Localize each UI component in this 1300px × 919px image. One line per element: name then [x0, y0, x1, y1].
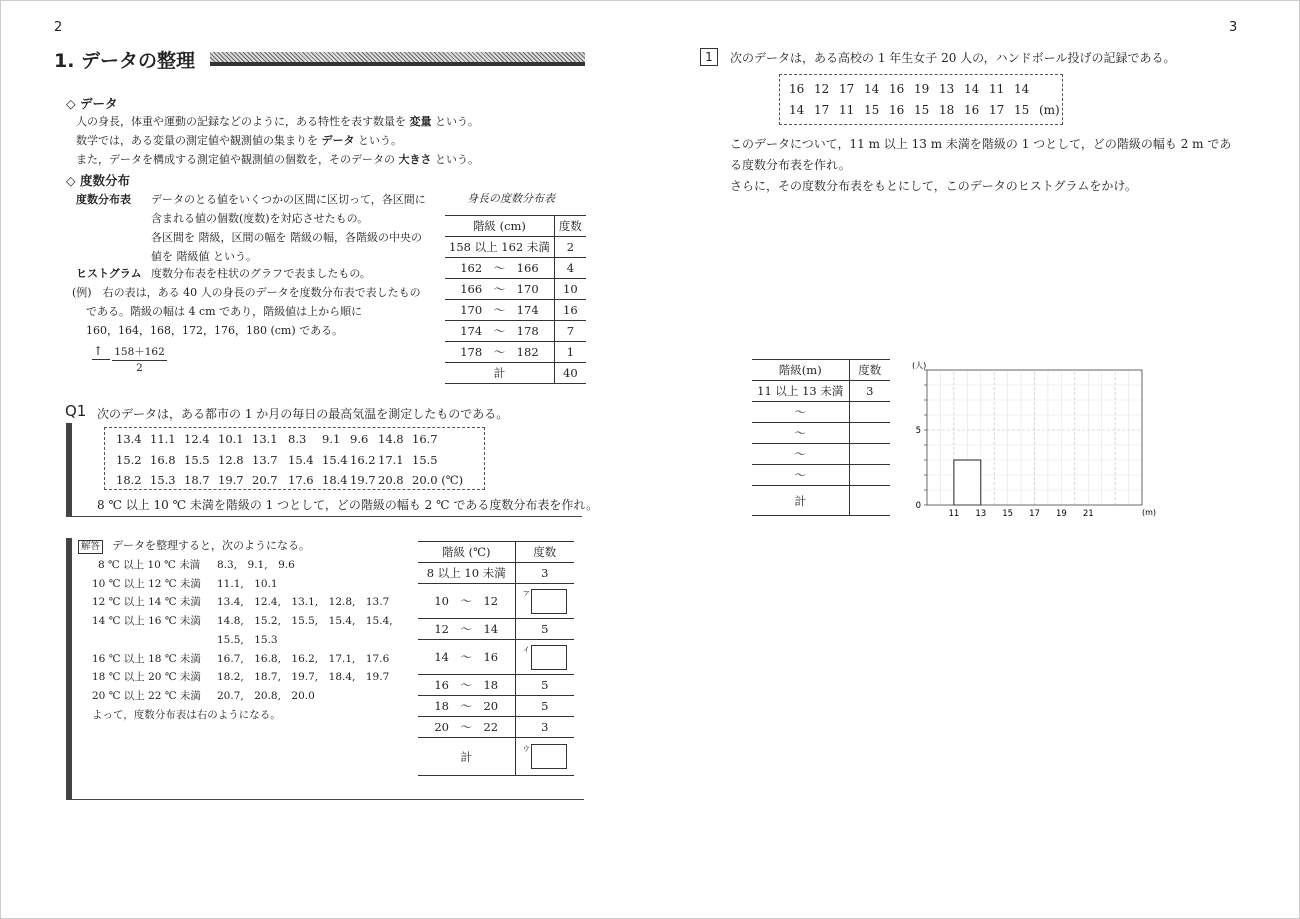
table-row: 8 以上 10 未満 3: [418, 563, 574, 584]
q1-data-row: 13.4 11.1 12.4 10.1 13.1 8.3 9.1 9.6 14.8 16.7: [116, 432, 438, 446]
problem-instructions: このデータについて，11 m 以上 13 m 未満を階級の 1 つとして，どの階級の幅も 2 m であ る度数分布表を作れ。 さらに，その度数分布表をもとにして，このデータのヒストグラムをかけ。: [730, 137, 1232, 193]
term-histogram: ヒストグラム: [76, 267, 142, 280]
problem-data-row: 14 17 11 15 16 15 18 16 17 15 (m): [789, 103, 1060, 117]
x-tick-label: 13: [975, 509, 987, 519]
q1-data-row: 18.2 15.3 18.7 19.7 20.7 17.6 18.4 19.7 20.8 20.0 (℃): [116, 473, 464, 487]
height-frequency-table: 階級 (cm) 度数 158 以上 162 未満 2 162 ～ 166 4 166 ～ 170 10 170 ～ 174 16 174 ～ 178 7 178 ～ 182 1 計 40: [445, 215, 586, 384]
x-tick-label: 11: [948, 509, 960, 519]
freq-heading: ◇ 度数分布: [66, 173, 130, 188]
table-row: 166 ～ 170 10: [445, 279, 586, 300]
answer-row: 20 ℃ 以上 22 ℃ 未満 20.7, 20.8, 20.0: [92, 689, 315, 702]
problem-frequency-table: 階級(m) 度数 11 以上 13 未満 3 ～ ～ ～ ～ 計: [752, 359, 890, 516]
q1-side-bar: [66, 423, 72, 517]
term-freq-table: 度数分布表: [76, 193, 131, 206]
table-row: ～: [752, 423, 890, 444]
table-row: 18 ～ 20 5: [418, 696, 574, 717]
answer-box-u[interactable]: [531, 744, 567, 769]
q1-instruction: 8 ℃ 以上 10 ℃ 未満を階級の 1 つとして，どの階級の幅も 2 ℃ である度数分布表を作れ。: [97, 498, 599, 512]
data-def-line: 人の身長，体重や運動の記録などのように，ある特性を表す数量を 変量 という。: [76, 115, 479, 128]
table-row: ～: [752, 444, 890, 465]
q1-bottom-rule: [66, 516, 582, 517]
table-row: 16 ～ 18 5: [418, 675, 574, 696]
data-def-line: 数学では，ある変量の測定値や観測値の集まりを データ という。: [76, 134, 402, 147]
problem-data: [789, 79, 1060, 121]
histogram-bars: [954, 460, 981, 505]
title-rule: [210, 62, 585, 66]
table-row: 14 ～ 16 $^イ$: [418, 640, 574, 675]
table-row: ～: [752, 465, 890, 486]
table-row: 計 40: [445, 363, 586, 384]
answer-intro: データを整理すると，次のようになる。: [112, 539, 310, 552]
table-row: 174 ～ 178 7: [445, 321, 586, 342]
answer-side-bar: [66, 538, 72, 800]
table-row: 10 ～ 12 $^ア$: [418, 584, 574, 619]
answer-row: 8 ℃ 以上 10 ℃ 未満 8.3, 9.1, 9.6: [98, 559, 295, 571]
midpoint-fraction: 158＋162 2: [112, 345, 167, 375]
problem-text: 次のデータは，ある高校の 1 年生女子 20 人の，ハンドボール投げの記録である。: [730, 51, 1176, 65]
answer-row: 15.5, 15.3: [217, 633, 278, 646]
answer-bottom-rule: [66, 799, 584, 800]
example-text: (例) 右の表は，ある 40 人の身長のデータを度数分布表で表したもの である。階級の幅は 4 cm であり，階級値は上から順に 160，164，168，172，176，180 (cm) である。: [72, 286, 421, 337]
table-row: 162 ～ 166 4: [445, 258, 586, 279]
q1-text: 次のデータは，ある都市の 1 か月の毎日の最高気温を測定したものである。: [97, 407, 509, 421]
x-tick-label: 17: [1029, 509, 1040, 519]
data-definitions: [76, 112, 479, 169]
table-row: 計 $^ウ$: [418, 738, 574, 776]
data-heading: ◇ データ: [66, 96, 118, 111]
problem-number: 1: [700, 48, 718, 66]
x-tick-label: 21: [1082, 509, 1094, 519]
answer-row: 18 ℃ 以上 20 ℃ 未満 18.2, 18.7, 19.7, 18.4, 19.7: [92, 671, 390, 684]
y-tick-label: 0: [915, 501, 921, 511]
page-number-right: 3: [1229, 20, 1238, 35]
histogram-y-label: (人): [912, 361, 927, 370]
answer-frequency-table: 階級 (℃) 度数 8 以上 10 未満 3 10 ～ 12 $^ア$ 12 ～ 14 5 14 ～ 16 $^イ$ 16 ～ 18 5 18 ～ 20 5 20 ～ 22 3 計 $^ウ$: [418, 541, 574, 776]
table-row: ～: [752, 402, 890, 423]
x-tick-label: 19: [1055, 509, 1067, 519]
x-tick-label: 15: [1002, 509, 1014, 519]
table-row: 20 ～ 22 3: [418, 717, 574, 738]
table-row: 12 ～ 14 5: [418, 619, 574, 640]
term-histogram-definition: 度数分布表を柱状のグラフで表ましたもの。: [151, 267, 371, 280]
answer-conclusion: よって，度数分布表は右のようになる。: [92, 708, 281, 721]
title-pattern-bar: [210, 52, 585, 62]
answer-row: 12 ℃ 以上 14 ℃ 未満 13.4, 12.4, 13.1, 12.8, 13.7: [92, 596, 390, 609]
section-title: 1. データの整理: [54, 50, 196, 72]
answer-row: 10 ℃ 以上 12 ℃ 未満 11.1, 10.1: [92, 577, 278, 590]
q1-data: [116, 429, 463, 491]
answer-box-i[interactable]: [531, 645, 567, 670]
table-row: 170 ～ 174 16: [445, 300, 586, 321]
q1-label: Q1: [65, 402, 87, 420]
y-tick-label: 5: [915, 426, 921, 436]
term-freq-table-definition: データのとる値をいくつかの区間に区切って，各区間に 含まれる値の個数(度数)を対応させたもの。 各区間を 階級，区間の幅を 階級の幅，各階級の中央の 値を 階級値 という。: [151, 193, 426, 263]
arrow-tail: [92, 359, 110, 360]
table-row: 11 以上 13 未満 3: [752, 381, 890, 402]
height-table-caption: 身長の度数分布表: [467, 192, 555, 205]
answer-row: 14 ℃ 以上 16 ℃ 未満 14.8, 15.2, 15.5, 15.4, 15.4,: [92, 615, 393, 628]
q1-data-row: 15.2 16.8 15.5 12.8 13.7 15.4 15.4 16.2 17.1 15.5: [116, 452, 438, 467]
answer-row: 16 ℃ 以上 18 ℃ 未満 16.7, 16.8, 16.2, 17.1, 17.6: [92, 652, 390, 665]
data-def-line: また，データを構成する測定値や観測値の個数を，そのデータの 大きさ という。: [76, 153, 479, 166]
table-row: 計: [752, 486, 890, 516]
arrow-up-icon: ↑: [93, 344, 104, 358]
answer-box-a[interactable]: [531, 589, 567, 614]
page-number-left: 2: [54, 20, 63, 35]
table-row: 178 ～ 182 1: [445, 342, 586, 363]
histogram-bar: [954, 460, 981, 505]
problem-data-row: 16 12 17 14 16 19 13 14 11 14: [789, 82, 1030, 96]
answer-label: 解答: [78, 540, 103, 554]
histogram-chart: [900, 355, 1170, 525]
answer-groups: [92, 556, 393, 724]
table-row: 158 以上 162 未満 2: [445, 237, 586, 258]
histogram-x-label: (m): [1142, 508, 1157, 517]
